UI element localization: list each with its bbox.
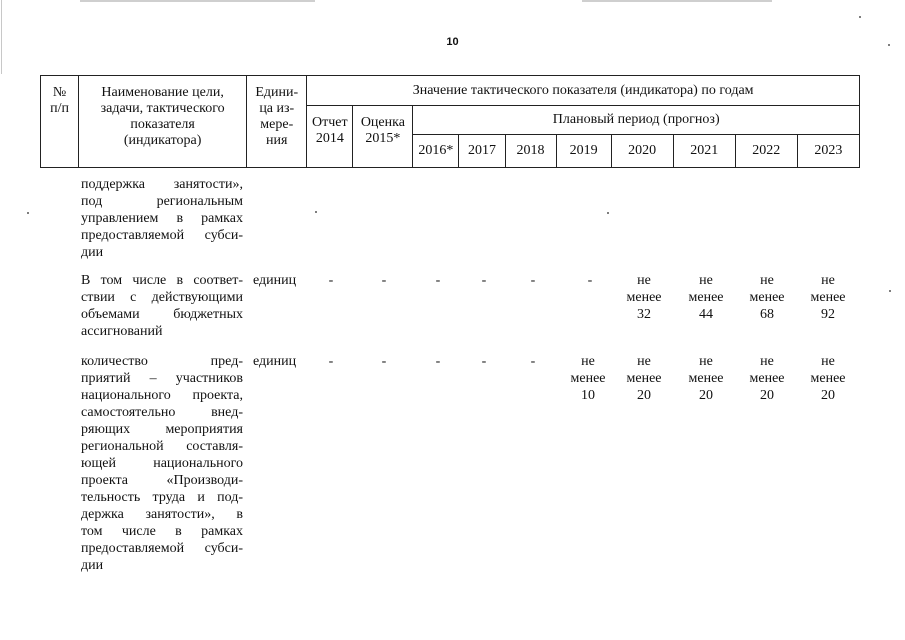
continued-indicator-name: [81, 176, 243, 261]
text-line: предоставляемой субси-: [81, 228, 243, 243]
scan-edge-line: [582, 0, 772, 2]
value-line: 68: [760, 307, 774, 322]
value-cell: [354, 272, 414, 289]
text-line: тельность труда и под-: [81, 490, 243, 505]
header-number-column: [41, 76, 79, 168]
scan-speck: [889, 290, 891, 292]
header-year: 2018: [505, 135, 556, 168]
value-line: -: [530, 273, 536, 288]
value-line: не: [699, 273, 713, 288]
text-line: ассигнований: [81, 324, 163, 339]
value-line: 20: [821, 388, 835, 403]
scan-speck: [859, 16, 861, 18]
text-line: под региональным: [81, 194, 243, 209]
value-line: 20: [637, 388, 651, 403]
header-unit-line: ца из-: [259, 101, 295, 116]
header-estimate-line: Оценка: [360, 115, 405, 130]
header-plan-period: Плановый период (прогноз): [413, 106, 860, 135]
text-line: проекта «Производи-: [81, 473, 243, 488]
value-line: не: [699, 354, 713, 369]
text-line: региональной составля-: [81, 439, 243, 454]
header-estimate-column: [353, 106, 413, 168]
text-line: самостоятельно внед-: [81, 405, 243, 420]
value-line: -: [328, 354, 334, 369]
value-cell: [301, 353, 361, 370]
value-line: -: [435, 354, 441, 369]
value-line: менее: [749, 371, 785, 386]
header-unit-line: ния: [266, 133, 288, 148]
value-line: менее: [688, 371, 724, 386]
value-line: 20: [699, 388, 713, 403]
text-line: управлением в рамках: [81, 211, 243, 226]
text-line: количество пред-: [81, 354, 243, 369]
value-line: не: [581, 354, 595, 369]
header-year: 2023: [797, 135, 859, 168]
text-line: ющей национального: [81, 456, 243, 471]
value-line: менее: [749, 290, 785, 305]
value-line: не: [821, 354, 835, 369]
value-line: 92: [821, 307, 835, 322]
value-line: менее: [688, 290, 724, 305]
text-line: держка занятости», в: [81, 507, 243, 522]
header-year: 2019: [556, 135, 611, 168]
value-line: менее: [626, 371, 662, 386]
value-cell: [737, 353, 797, 404]
header-unit-line: Едини-: [255, 85, 299, 100]
scan-edge-line: [80, 0, 315, 2]
indicator-table-header: [40, 75, 860, 168]
indicator-unit: единиц: [253, 273, 297, 288]
value-cell: [798, 353, 858, 404]
indicator-unit: единиц: [253, 354, 297, 369]
value-cell: [503, 353, 563, 370]
value-line: не: [637, 273, 651, 288]
value-line: -: [530, 354, 536, 369]
header-year: 2016*: [413, 135, 459, 168]
page-number: 10: [446, 36, 459, 48]
value-line: -: [435, 273, 441, 288]
value-cell: [558, 353, 618, 404]
header-estimate-line: 2015*: [365, 131, 401, 146]
value-line: менее: [810, 371, 846, 386]
header-year: 2020: [611, 135, 673, 168]
value-line: не: [821, 273, 835, 288]
value-cell: [614, 353, 674, 404]
text-line: дии: [81, 245, 104, 260]
value-cell: [676, 272, 736, 323]
indicator-name: [81, 272, 243, 340]
header-number-line: п/п: [50, 101, 69, 116]
value-cell: [614, 272, 674, 323]
header-unit-line: мере-: [260, 117, 294, 132]
value-line: не: [760, 273, 774, 288]
header-year: 2021: [673, 135, 735, 168]
value-cell: [676, 353, 736, 404]
value-line: менее: [570, 371, 606, 386]
header-name-line: Наименование цели,: [101, 85, 224, 100]
header-report-column: [307, 106, 353, 168]
text-line: предоставляемой субси-: [81, 541, 243, 556]
header-name-column: [79, 76, 247, 168]
text-line: объемами бюджетных: [81, 307, 243, 322]
header-number-line: №: [52, 85, 67, 100]
header-unit-column: [247, 76, 307, 168]
value-line: -: [328, 273, 334, 288]
value-line: 32: [637, 307, 651, 322]
text-line: ствии с действующими: [81, 290, 243, 305]
indicator-name: [81, 353, 243, 574]
text-line: ряющих мероприятия: [81, 422, 243, 437]
value-line: 20: [760, 388, 774, 403]
header-report-line: Отчет: [312, 115, 348, 130]
value-line: -: [381, 273, 387, 288]
value-cell: [560, 272, 620, 289]
text-line: В том числе в соответ-: [81, 273, 243, 288]
header-name-line: (индикатора): [123, 133, 202, 148]
header-report-line: 2014: [315, 131, 344, 146]
header-name-line: показателя: [130, 117, 195, 132]
value-line: 10: [581, 388, 595, 403]
value-line: не: [637, 354, 651, 369]
header-values-title: Значение тактического показателя (индикатора) по годам: [307, 76, 860, 106]
text-line: том числе в рамках: [81, 524, 243, 539]
value-line: 44: [699, 307, 713, 322]
value-line: менее: [810, 290, 846, 305]
value-cell: [354, 353, 414, 370]
value-cell: [503, 272, 563, 289]
header-year: 2022: [735, 135, 797, 168]
value-cell: [737, 272, 797, 323]
value-cell: [301, 272, 361, 289]
text-line: поддержка занятости»,: [81, 177, 243, 192]
value-line: -: [587, 273, 593, 288]
value-line: -: [481, 273, 487, 288]
text-line: национального проекта,: [81, 388, 243, 403]
scan-speck: [27, 212, 29, 214]
value-line: менее: [626, 290, 662, 305]
value-line: не: [760, 354, 774, 369]
value-line: -: [481, 354, 487, 369]
value-line: -: [381, 354, 387, 369]
scan-speck: [607, 212, 609, 214]
text-line: дии: [81, 558, 104, 573]
scan-speck: [315, 211, 317, 213]
text-line: приятий – участников: [81, 371, 243, 386]
header-year: 2017: [459, 135, 505, 168]
header-name-line: задачи, тактического: [100, 101, 225, 116]
value-cell: [798, 272, 858, 323]
